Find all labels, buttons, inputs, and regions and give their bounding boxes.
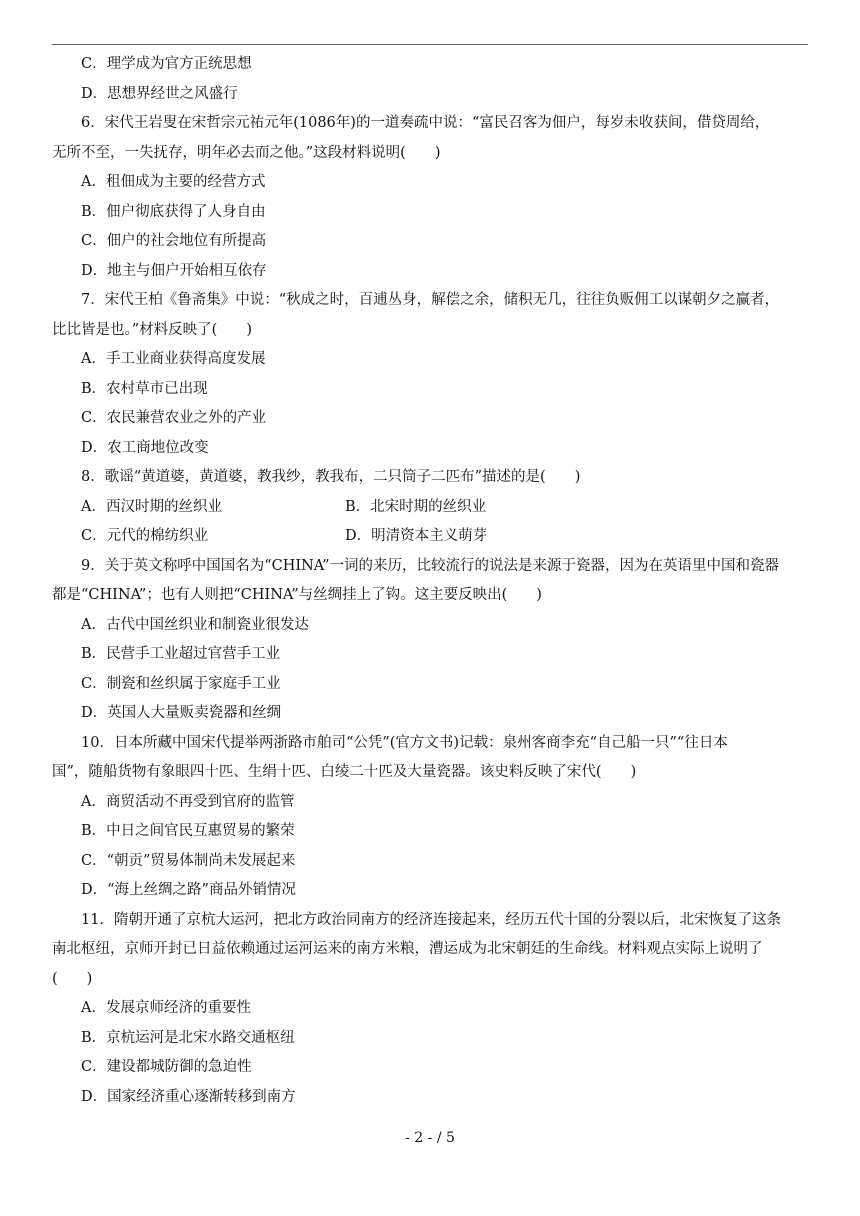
question-7-stem-cont: 比比皆是也。”材料反映了( ) xyxy=(52,321,252,338)
question-6-option-b: B．佃户彻底获得了人身自由 xyxy=(81,203,266,220)
question-7-option-c: C．农民兼营农业之外的产业 xyxy=(81,410,267,426)
question-6-option-a: A．租佃成为主要的经营方式 xyxy=(81,174,266,190)
question-8-options-row-1 xyxy=(52,493,808,523)
question-8-options-row-2 xyxy=(52,522,808,552)
question-7-stem: 7．宋代王柏《鲁斋集》中说：“秋成之时，百逋丛身，解偿之余，储积无几，往往负贩佣工以谋朝夕之赢者， xyxy=(81,292,780,308)
question-10-option-b: B．中日之间官民互惠贸易的繁荣 xyxy=(81,823,295,839)
question-7-option-a: A．手工业商业获得高度发展 xyxy=(81,351,266,367)
question-9-stem-cont: 都是“CHINA”；也有人则把“CHINA”与丝绸挂上了钩。这主要反映出( ) xyxy=(52,587,542,603)
question-11-option-d: D．国家经济重心逐渐转移到南方 xyxy=(81,1088,296,1105)
question-8-option-b: B．北宋时期的丝织业 xyxy=(345,498,487,515)
page-number: - 2 - / 5 xyxy=(405,1130,455,1146)
question-10-stem: 10．日本所藏中国宋代提举两浙路市舶司“公凭”(官方文书)记载：泉州客商李充“自己船一只”“往日本 xyxy=(81,734,728,751)
question-6-option-d: D．地主与佃户开始相互依存 xyxy=(81,262,267,279)
question-11-stem-cont: 南北枢纽，京师开封已日益依赖通过运河运来的南方米粮，漕运成为北宋朝廷的生命线。材料观点实际上说明了 xyxy=(52,941,763,957)
question-9-option-a: A．古代中国丝织业和制瓷业很发达 xyxy=(81,616,309,633)
question-11-option-a: A．发展京师经济的重要性 xyxy=(81,1000,251,1016)
page-content xyxy=(52,50,808,1112)
option-c-prev: C．理学成为官方正统思想 xyxy=(81,56,252,72)
question-7-option-b: B．农村草市已出现 xyxy=(81,380,208,397)
question-8-stem: 8．歌谣“黄道婆，黄道婆，教我纱，教我布，二只筒子二匹布”描述的是( ) xyxy=(81,469,581,485)
question-7-option-d: D．农工商地位改变 xyxy=(81,439,209,456)
question-9-stem: 9．关于英文称呼中国国名为“CHINA”一词的来历，比较流行的说法是来源于瓷器，因为在英语里中国和瓷器 xyxy=(81,557,780,574)
question-6-stem: 6．宋代王岩叟在宋哲宗元祐元年(1086年)的一道奏疏中说：“富民召客为佃户，每岁未收获间，借贷周给， xyxy=(81,115,770,131)
question-11-option-b: B．京杭运河是北宋水路交通枢纽 xyxy=(81,1029,295,1046)
question-11-option-c: C．建设都城防御的急迫性 xyxy=(81,1059,252,1075)
question-10-option-d: D．“海上丝绸之路”商品外销情况 xyxy=(81,882,296,898)
question-8-option-c: C．元代的棉纺织业 xyxy=(81,528,209,544)
option-d-prev: D．思想界经世之风盛行 xyxy=(81,85,238,102)
question-6-option-c: C．佃户的社会地位有所提高 xyxy=(81,233,267,249)
question-11-stem: 11．隋朝开通了京杭大运河，把北方政治同南方的经济连接起来，经历五代十国的分裂以后，北宋恢复了这条 xyxy=(81,911,781,928)
question-9-option-d: D．英国人大量贩卖瓷器和丝绸 xyxy=(81,705,282,721)
question-9-option-b: B．民营手工业超过官营手工业 xyxy=(81,646,281,662)
question-8-option-a: A．西汉时期的丝织业 xyxy=(81,498,222,515)
question-6-stem-cont: 无所不至，一失抚存，明年必去而之他。”这段材料说明( ) xyxy=(52,144,441,161)
question-11-stem-cont-2: ( ) xyxy=(52,970,93,987)
question-10-option-a: A．商贸活动不再受到官府的监管 xyxy=(81,793,295,810)
header-rule xyxy=(52,44,808,45)
question-10-stem-cont: 国”，随船货物有象眼四十匹、生绢十匹、白绫二十匹及大量瓷器。该史料反映了宋代( ) xyxy=(52,764,637,780)
question-9-option-c: C．制瓷和丝织属于家庭手工业 xyxy=(81,675,281,692)
question-10-option-c: C．“朝贡”贸易体制尚未发展起来 xyxy=(81,852,296,869)
question-8-option-d: D．明清资本主义萌芽 xyxy=(345,528,488,544)
